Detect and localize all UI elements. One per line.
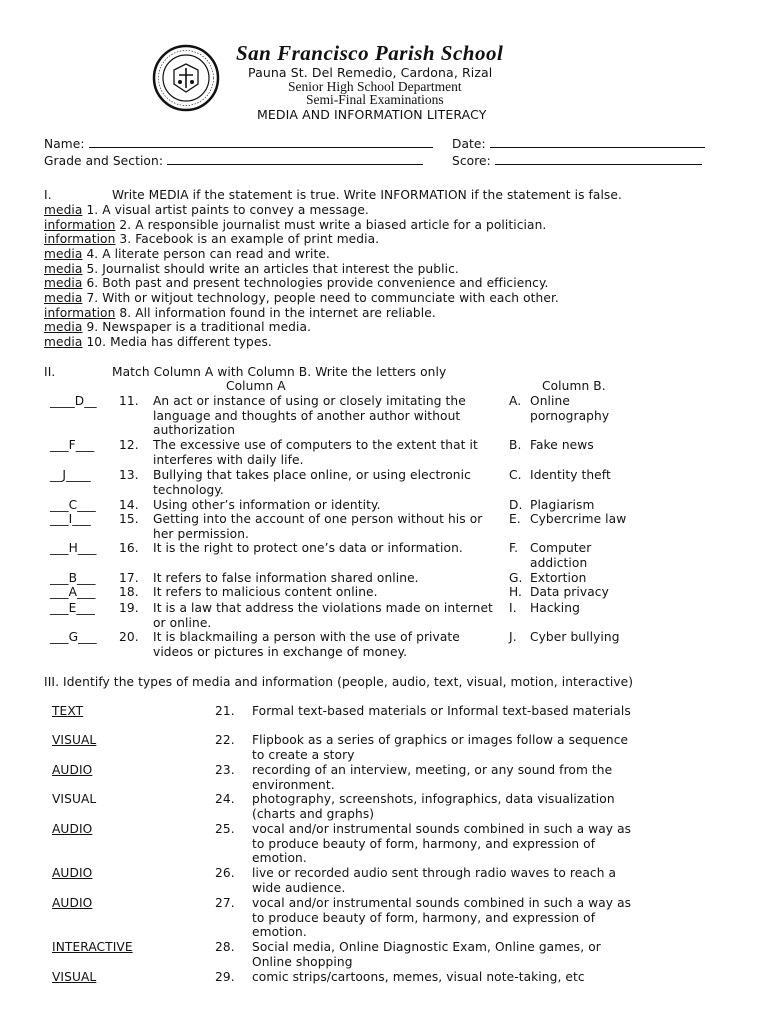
part1-answer[interactable]: media bbox=[44, 320, 83, 334]
column-b-choice: Identity theft bbox=[530, 468, 611, 482]
media-description: vocal and/or instrumental sounds combined in such a way as to produce beauty of form, harmony, and expression of emotion. bbox=[252, 822, 632, 866]
item-number: 26. bbox=[215, 866, 235, 880]
column-a-item: Getting into the account of one person without his or her permission. bbox=[153, 512, 483, 541]
media-type-answer[interactable]: AUDIO bbox=[52, 896, 93, 910]
exam-title: Semi-Final Examinations bbox=[306, 92, 444, 107]
choice-letter: H. bbox=[509, 585, 523, 599]
column-a-header: Column A bbox=[226, 379, 286, 393]
part1-statement: 5. Journalist should write an articles that interest the public. bbox=[82, 262, 459, 276]
media-description: vocal and/or instrumental sounds combined in such a way as to produce beauty of form, harmony, and expression of emotion. bbox=[252, 896, 632, 940]
part1-statement: 3. Facebook is an example of print media. bbox=[115, 232, 380, 246]
column-a-item: It is a law that address the violations made on internet or online. bbox=[153, 601, 493, 630]
media-type-answer[interactable]: AUDIO bbox=[52, 822, 93, 836]
part1-answer[interactable]: media bbox=[44, 335, 83, 349]
name-field[interactable] bbox=[44, 137, 433, 151]
part1-answer[interactable]: media bbox=[44, 247, 83, 261]
column-b-choice: Computer addiction bbox=[530, 541, 592, 570]
column-b-header: Column B. bbox=[542, 379, 606, 393]
part1-answer[interactable]: media bbox=[44, 276, 83, 290]
part1-item bbox=[44, 262, 459, 276]
name-label: Name: bbox=[44, 137, 85, 151]
school-seal-logo bbox=[152, 44, 220, 112]
part1-statement: 6. Both past and present technologies provide convenience and efficiency. bbox=[82, 276, 549, 290]
part1-item bbox=[44, 291, 559, 305]
media-description: Social media, Online Diagnostic Exam, Online games, or Online shopping bbox=[252, 940, 601, 969]
department: Senior High School Department bbox=[288, 79, 462, 94]
date-label: Date: bbox=[452, 137, 486, 151]
match-answer[interactable]: __J____ bbox=[50, 468, 91, 482]
part3-instruction: III. Identify the types of media and information (people, audio, text, visual, motion, interactive) bbox=[44, 675, 634, 689]
item-number: 29. bbox=[215, 970, 235, 984]
part2-number: II. bbox=[44, 365, 56, 379]
part1-answer[interactable]: information bbox=[44, 306, 116, 320]
column-a-item: It refers to false information shared online. bbox=[153, 571, 419, 585]
item-number: 24. bbox=[215, 792, 235, 806]
choice-letter: B. bbox=[509, 438, 522, 452]
match-answer[interactable]: ___G___ bbox=[50, 630, 97, 644]
part1-answer[interactable]: media bbox=[44, 262, 83, 276]
column-a-item: It is the right to protect one’s data or information. bbox=[153, 541, 463, 555]
part1-item bbox=[44, 203, 369, 217]
match-answer[interactable]: ___A___ bbox=[50, 585, 96, 599]
part1-statement: 4. A literate person can read and write. bbox=[82, 247, 330, 261]
item-number: 12. bbox=[119, 438, 139, 452]
subject-title: MEDIA AND INFORMATION LITERACY bbox=[257, 107, 487, 122]
part2-instruction: Match Column A with Column B. Write the letters only bbox=[112, 365, 447, 379]
match-answer[interactable]: ___I___ bbox=[50, 512, 91, 526]
item-number: 16. bbox=[119, 541, 139, 555]
column-b-choice: Cyber bullying bbox=[530, 630, 620, 644]
part1-answer[interactable]: media bbox=[44, 203, 83, 217]
media-description: photography, screenshots, infographics, data visualization (charts and graphs) bbox=[252, 792, 615, 821]
column-a-item: The excessive use of computers to the extent that it interferes with daily life. bbox=[153, 438, 478, 467]
column-a-item: Bullying that takes place online, or using electronic technology. bbox=[153, 468, 471, 497]
column-b-choice: Fake news bbox=[530, 438, 594, 452]
column-b-choice: Cybercrime law bbox=[530, 512, 627, 526]
part1-number: I. bbox=[44, 188, 52, 202]
part1-statement: 10. Media has different types. bbox=[82, 335, 272, 349]
item-number: 22. bbox=[215, 733, 235, 747]
media-description: recording of an interview, meeting, or any sound from the environment. bbox=[252, 763, 613, 792]
part1-statement: 8. All information found in the internet are reliable. bbox=[115, 306, 436, 320]
media-type-answer[interactable]: VISUAL bbox=[52, 792, 97, 806]
match-answer[interactable]: ____D__ bbox=[50, 394, 97, 408]
media-description: live or recorded audio sent through radio waves to reach a wide audience. bbox=[252, 866, 617, 895]
media-description: comic strips/cartoons, memes, visual note-taking, etc bbox=[252, 970, 585, 984]
choice-letter: E. bbox=[509, 512, 521, 526]
item-number: 27. bbox=[215, 896, 235, 910]
media-description: Formal text-based materials or Informal text-based materials bbox=[252, 704, 631, 718]
media-type-answer[interactable]: AUDIO bbox=[52, 866, 93, 880]
score-field[interactable] bbox=[452, 154, 702, 168]
item-number: 19. bbox=[119, 601, 139, 615]
media-description: Flipbook as a series of graphics or images follow a sequence to create a story bbox=[252, 733, 629, 762]
column-b-choice: Data privacy bbox=[530, 585, 609, 599]
part1-statement: 7. With or witjout technology, people need to communciate with each other. bbox=[82, 291, 559, 305]
media-type-answer[interactable]: AUDIO bbox=[52, 763, 93, 777]
part1-answer[interactable]: media bbox=[44, 291, 83, 305]
item-number: 20. bbox=[119, 630, 139, 644]
column-b-choice: Extortion bbox=[530, 571, 587, 585]
item-number: 15. bbox=[119, 512, 139, 526]
item-number: 11. bbox=[119, 394, 139, 408]
item-number: 23. bbox=[215, 763, 235, 777]
column-a-item: An act or instance of using or closely imitating the language and thoughts of another author without authorization bbox=[153, 394, 466, 438]
choice-letter: G. bbox=[509, 571, 523, 585]
part1-answer[interactable]: information bbox=[44, 218, 116, 232]
choice-letter: J. bbox=[509, 630, 517, 644]
column-a-item: Using other’s information or identity. bbox=[153, 498, 381, 512]
part1-item bbox=[44, 247, 330, 261]
match-answer[interactable]: ___F___ bbox=[50, 438, 95, 452]
part1-item bbox=[44, 320, 311, 334]
school-address: Pauna St. Del Remedio, Cardona, Rizal bbox=[248, 65, 493, 80]
part1-answer[interactable]: information bbox=[44, 232, 116, 246]
media-type-answer[interactable]: TEXT bbox=[52, 704, 84, 718]
school-name: San Francisco Parish School bbox=[236, 41, 504, 65]
part1-item bbox=[44, 306, 436, 320]
part1-statement: 9. Newspaper is a traditional media. bbox=[82, 320, 312, 334]
match-answer[interactable]: ___C___ bbox=[50, 498, 96, 512]
column-b-choice: Hacking bbox=[530, 601, 580, 615]
item-number: 18. bbox=[119, 585, 139, 599]
choice-letter: F. bbox=[509, 541, 519, 555]
choice-letter: C. bbox=[509, 468, 522, 482]
match-answer[interactable]: ___E___ bbox=[50, 601, 95, 615]
media-type-answer[interactable]: VISUAL bbox=[52, 970, 97, 984]
part1-statement: 2. A responsible journalist must write a biased article for a politician. bbox=[115, 218, 547, 232]
part1-item bbox=[44, 232, 379, 246]
grade-section-field[interactable] bbox=[44, 154, 423, 168]
item-number: 17. bbox=[119, 571, 139, 585]
item-number: 21. bbox=[215, 704, 235, 718]
part1-item bbox=[44, 335, 272, 349]
part1-item bbox=[44, 276, 549, 290]
score-label: Score: bbox=[452, 154, 491, 168]
choice-letter: A. bbox=[509, 394, 522, 408]
media-type-answer[interactable]: INTERACTIVE bbox=[52, 940, 133, 954]
item-number: 25. bbox=[215, 822, 235, 836]
column-b-choice: Online pornography bbox=[530, 394, 610, 423]
item-number: 13. bbox=[119, 468, 139, 482]
column-a-item: It is blackmailing a person with the use of private videos or pictures in exchange of money. bbox=[153, 630, 460, 659]
part1-item bbox=[44, 218, 546, 232]
part1-instruction: Write MEDIA if the statement is true. Write INFORMATION if the statement is false. bbox=[112, 188, 622, 202]
column-b-choice: Plagiarism bbox=[530, 498, 595, 512]
item-number: 14. bbox=[119, 498, 139, 512]
part1-statement: 1. A visual artist paints to convey a message. bbox=[82, 203, 369, 217]
choice-letter: I. bbox=[509, 601, 517, 615]
column-a-item: It refers to malicious content online. bbox=[153, 585, 378, 599]
match-answer[interactable]: ___B___ bbox=[50, 571, 96, 585]
date-field[interactable] bbox=[452, 137, 705, 151]
media-type-answer[interactable]: VISUAL bbox=[52, 733, 97, 747]
item-number: 28. bbox=[215, 940, 235, 954]
grade-section-label: Grade and Section: bbox=[44, 154, 164, 168]
choice-letter: D. bbox=[509, 498, 523, 512]
match-answer[interactable]: ___H___ bbox=[50, 541, 97, 555]
